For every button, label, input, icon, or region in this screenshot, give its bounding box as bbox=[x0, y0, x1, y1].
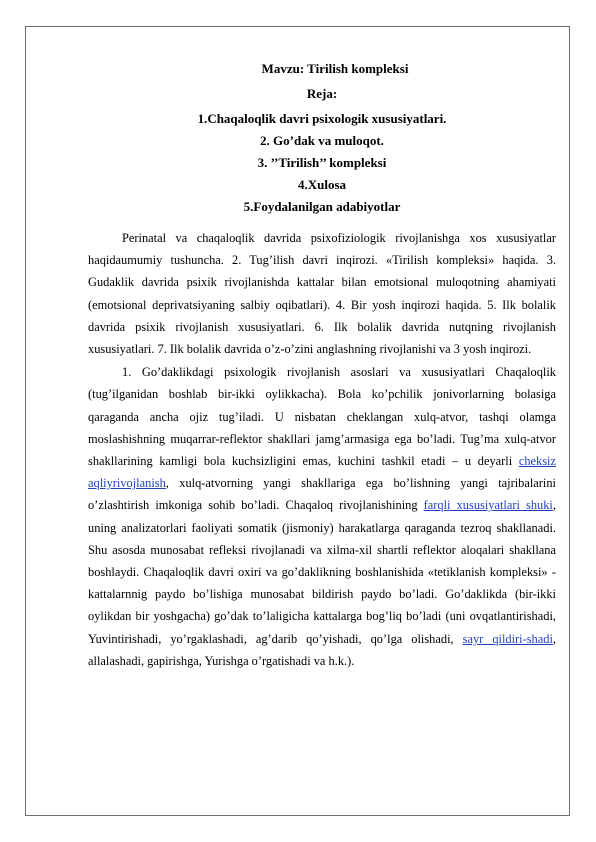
plan-item: 1.Chaqaloqlik davri psixologik xususiyatlari. bbox=[197, 111, 447, 126]
body-text: , uning analizatorlari faoliyati somatik (jismoniy) harakatlarga qaraganda tezroq shakllanadi. Shu asosda munosabat refleksi rivojlanadi va xilma-xil shartli reflektor aloqalari shakllana boshlaydi. Chaqaloqlik davri oxiri va go’daklikning boshlanishida «tetiklanish kompleksi» - kattalarnnig paydo bo’lishiga munosabat bildirish paydo bo’ladi. Go’daklikda (bir-ikki oylikdan bir yoshgacha) go’dak to’laligicha kattalarga bog’liq bo’ladi (uni ovqatlantirishadi, Yuvintirishadi, yo’rgaklashadi, ag’darib qo’yishadi, qo’lga olishadi, bbox=[88, 498, 556, 646]
document-title: Mavzu: Tirilish kompleksi bbox=[261, 61, 409, 76]
plan-item: 3. ’’Tirilish’’ kompleksi bbox=[257, 155, 387, 170]
plan-item: 2. Go’dak va muloqot. bbox=[260, 133, 384, 148]
intro-paragraph: Perinatal va chaqaloqlik davrida psixofiziologik rivojlanishga xos xususiyatlar haqidaumumiy tushuncha. 2. Tug’ilish davri inqirozi. «Tirilish kompleksi» haqida. 3. Gudaklik davrida psixik rivojlanishda kattalar bilan emotsional muloqotning ahamiyati (emotsional deprivatsiyaning salbiy oqibatlari). 4. Bir yosh inqirozi haqida. 5. Ilk bolalik davrida psixik rivojlanish xususiyatlari. 6. Ilk bolalik davrida nutqning rivojlanish xususiyatlari. 7. Ilk bolalik davrida o’z-o’zini anglashning rivojlanishi va 3 yosh inqirozi. bbox=[88, 231, 556, 357]
document-content bbox=[88, 58, 556, 672]
plan-item: 4.Xulosa bbox=[297, 177, 347, 192]
plan-item: 5.Foydalanilgan adabiyotlar bbox=[243, 199, 401, 214]
hyperlink-sayr-qildirishadi[interactable]: sayr qildiri-shadi bbox=[462, 631, 553, 646]
hyperlink-farqli-xususiyatlari[interactable]: farqli xususiyatlari shuki bbox=[423, 498, 553, 513]
body-text: 1. Go’daklikdagi psixologik rivojlanish asoslari va xususiyatlari Chaqaloqlik (tug’ilganidan boshlab bir-ikki oylikkacha). Bola ko’pchilik jonivorlarning bolasiga qaraganda ancha ojiz tug’iladi. U nisbatan cheklangan xulq-atvor, tashqi olamga moslashishning muqarrar-reflektor shakllari jamg’armasiga ega bo’ladi. Tug’ma xulq-atvor shakllarining kamligi bola kuchsizligini emas, kuchini tashkil etadi – u deyarli bbox=[88, 365, 556, 469]
body-text: , allalashadi, gapirishga, Yurishga o’rgatishadi va h.k.). bbox=[88, 631, 557, 668]
plan-heading: Reja: bbox=[306, 86, 338, 101]
hyperlink-cheksiz-aqliyrivojlanish[interactable]: cheksiz aqliyrivojlanish bbox=[88, 454, 556, 491]
body-text: , xulq-atvorning yangi shakllariga ega bo’lishning yangi tajribalarini o’zlashtirish imkoniga sohib bo’ladi. Chaqaloq rivojlanishining bbox=[88, 476, 556, 513]
body-paragraph bbox=[88, 361, 556, 672]
plan-list bbox=[88, 108, 556, 218]
